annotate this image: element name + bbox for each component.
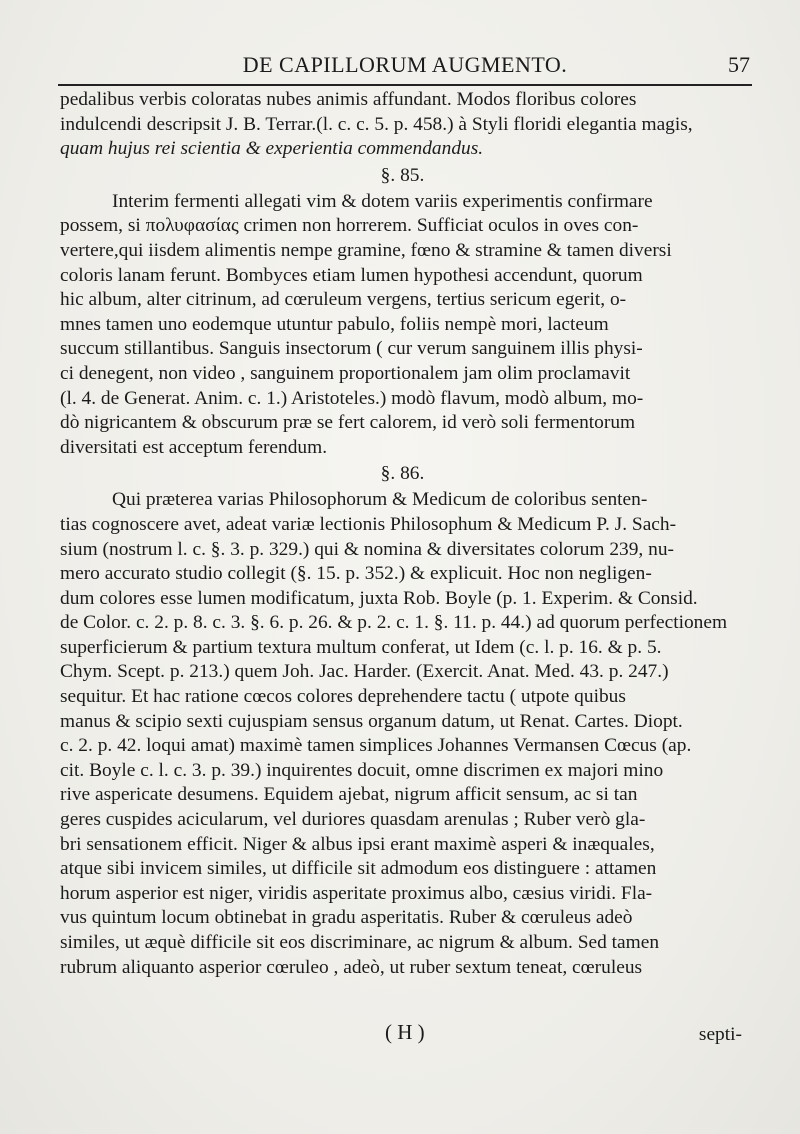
text-line: indulcendi descripsit J. B. Terrar.(l. c. c. 5. p. 458.) à Styli floridi elegantia magis, [60,113,693,135]
text-line: hic album, alter citrinum, ad cœruleum vergens, tertius sericum egerit, o- [60,289,627,311]
text-line: dò nigricantem & obscurum præ se fert calorem, id verò soli fermentorum [60,412,636,434]
text-line: pedalibus verbis coloratas nubes animis affundant. Modos floribus colores [60,89,637,110]
text-body [60,88,745,980]
text-line: sium (nostrum l. c. §. 3. p. 329.) qui & nomina & diversitates colorum 239, nu- [60,538,674,560]
text-line: cit. Boyle c. l. c. 3. p. 39.) inquirentes docuit, omne discrimen ex majori mino [60,759,664,781]
text-line: quam hujus rei scientia & experientia commendandus. [60,138,484,160]
text-line: horum asperior est niger, viridis asperitate proximus albo, cæsius viridi. Fla- [60,882,653,904]
catchword: septi- [698,1024,742,1045]
running-title: DE CAPILLORUM AUGMENTO. [242,52,568,77]
text-line: vertere,qui iisdem alimentis nempe gramine, fœno & stramine & tamen diversi [60,239,672,261]
text-line: bri sensationem efficit. Niger & albus ipsi erant maximè asperi & inæquales, [60,833,655,855]
text-line: superficierum & partium textura multum conferat, ut Idem (c. l. p. 16. & p. 5. [60,636,662,658]
text-line: mnes tamen uno eodemque utuntur pabulo, foliis nempè mori, lacteum [60,313,609,335]
signature-mark: ( H ) [385,1020,425,1044]
text-line: Qui præterea varias Philosophorum & Medicum de coloribus senten- [112,489,648,511]
section-heading-85: §. 85. [380,164,425,186]
text-line: geres cuspides acicularum, vel duriores quasdam arenulas ; Ruber verò gla- [60,809,646,831]
header-rule [58,84,752,86]
paragraph-1 [60,88,745,162]
text-line: rive aspericate desumens. Equidem ajebat, nigrum afficit sensum, ac si tan [60,784,638,806]
text-line: dum colores esse lumen modificatum, juxta Rob. Boyle (p. 1. Experim. & Consid. [60,587,698,609]
section-heading-86: §. 86. [380,463,425,485]
text-line: possem, si πολυφασίας crimen non horrerem. Sufficiat oculos in oves con- [60,215,639,237]
text-line: coloris lanam ferunt. Bombyces etiam lumen hypothesi accendunt, quorum [60,264,643,286]
page-header [60,48,750,82]
text-line: manus & scipio sexti cujuspiam sensus organum datum, ut Renat. Cartes. Diopt. [60,710,683,732]
text-line: sequitur. Et hac ratione cœcos colores deprehendere tactu ( utpote quibus [60,686,626,708]
text-line: diversitati est acceptum ferendum. [60,436,328,458]
text-line: Chym. Scept. p. 213.) quem Joh. Jac. Harder. (Exercit. Anat. Med. 43. p. 247.) [60,661,669,683]
text-line: rubrum aliquanto asperior cœruleo , adeò, ut ruber sextum teneat, cœruleus [60,956,643,978]
text-line: tias cognoscere avet, adeat variæ lectionis Philosophum & Medicum P. J. Sach- [60,513,677,535]
text-line: mero accurato studio collegit (§. 15. p. 352.) & explicuit. Hoc non negligen- [60,563,652,585]
text-line: ci denegent, non video , sanguinem proportionalem jam olim proclamavit [60,362,631,384]
text-line: succum stillantibus. Sanguis insectorum ( cur verum sanguinem illis physi- [60,338,643,360]
text-line: (l. 4. de Generat. Anim. c. 1.) Aristoteles.) modò flavum, modò album, mo- [60,387,644,409]
text-line: c. 2. p. 42. loqui amat) maximè tamen simplices Johannes Vermansen Cœcus (ap. [60,735,692,757]
paragraph-3 [60,488,745,980]
paragraph-2 [60,190,745,461]
text-line: Interim fermenti allegati vim & dotem variis experimentis confirmare [112,190,653,212]
text-line: atque sibi invicem similes, ut difficile sit admodum eos distinguere : attamen [60,858,657,880]
text-line: de Color. c. 2. p. 8. c. 3. §. 6. p. 26. & p. 2. c. 1. §. 11. p. 44.) ad quorum perfectionem [60,612,728,634]
text-line: similes, ut æquè difficile sit eos discriminare, ac nigrum & album. Sed tamen [60,932,660,953]
text-line: vus quintum locum obtinebat in gradu asperitatis. Ruber & cœruleus adeò [60,907,633,929]
page-number: 57 [728,52,750,77]
